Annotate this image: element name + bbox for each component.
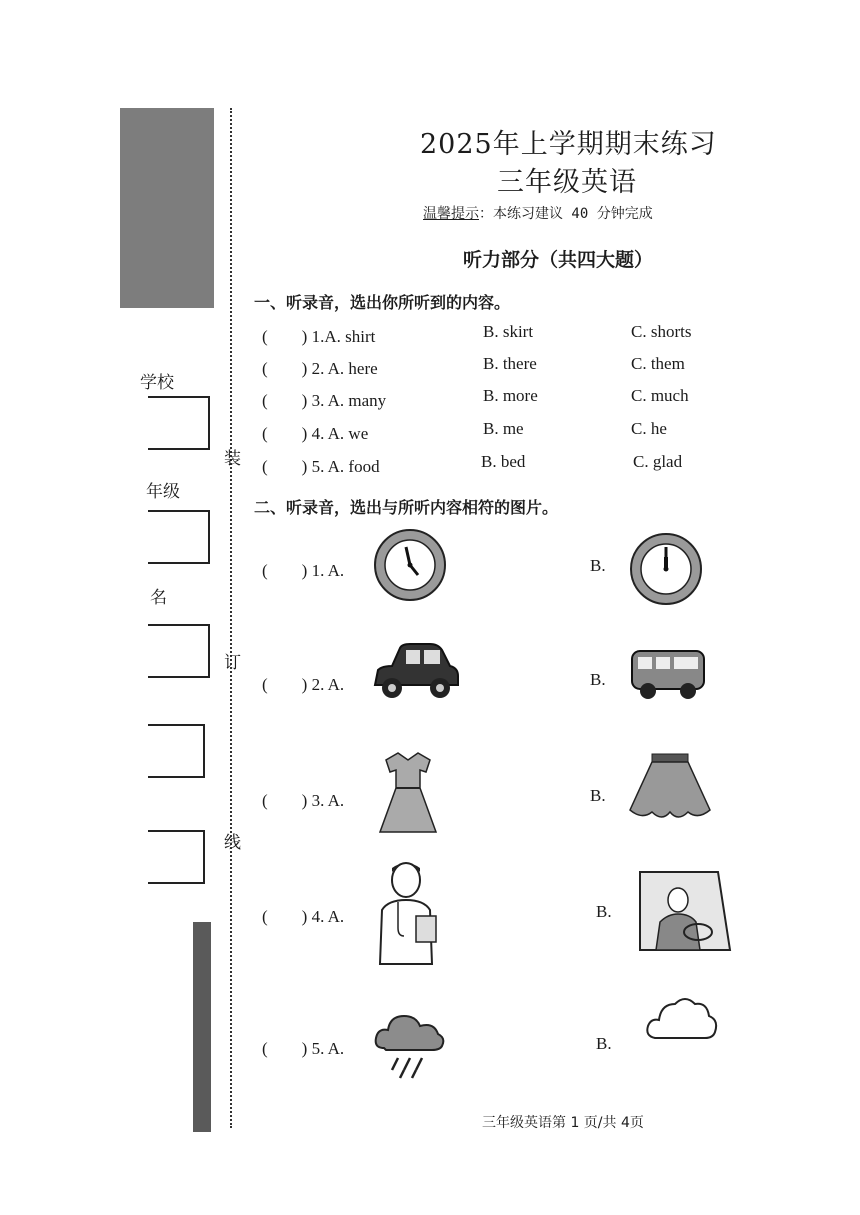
s2-q4-option-b: B.: [596, 902, 612, 921]
s1-q5: ( ) 5. A. food: [262, 457, 380, 476]
s1-q3: ( ) 3. A. many: [262, 391, 387, 410]
s2-q1-option-b: B.: [590, 556, 606, 575]
school-label: 学校: [140, 373, 174, 393]
binding-char-xian: 线: [224, 833, 241, 853]
section-1-title: 一、听录音，选出你所听到的内容。: [254, 293, 511, 312]
tip-text: ：本练习建议 40 分钟完成: [479, 206, 653, 222]
cloud-icon: [645, 990, 720, 1046]
s2-q4: ( ) 4. A.: [262, 907, 345, 926]
s1-q2: ( ) 2. A. here: [262, 359, 378, 378]
name-field[interactable]: [148, 624, 210, 678]
s1-q3-option-c: C. much: [631, 386, 689, 405]
dress-icon: [378, 750, 438, 835]
s1-q4-option-b: B. me: [483, 419, 524, 438]
grade-field[interactable]: [148, 510, 210, 564]
school-field[interactable]: [148, 396, 210, 450]
s2-q2-option-b: B.: [590, 670, 606, 689]
s1-q2-option-b: B. there: [483, 354, 537, 373]
rain-icon: [372, 1008, 448, 1084]
number-field[interactable]: [148, 830, 205, 884]
binding-char-zhuang: 装: [224, 449, 241, 469]
s1-q3-option-b: B. more: [483, 386, 538, 405]
clock-b-icon: [628, 531, 704, 607]
page-subtitle: 三年级英语: [497, 167, 637, 198]
s2-q2: ( ) 2. A.: [262, 675, 345, 694]
binding-dotted-line: [230, 108, 232, 1128]
binding-gray-strip: [193, 922, 211, 1132]
skirt-icon: [628, 750, 712, 822]
bus-icon: [628, 645, 708, 703]
s2-q3-option-b: B.: [590, 786, 606, 805]
s1-q1: ( ) 1.A. shirt: [262, 327, 376, 346]
binding-char-ding: 订: [224, 653, 241, 673]
s1-q5-option-b: B. bed: [481, 452, 526, 471]
clock-a-icon: [372, 527, 448, 603]
tip: [423, 203, 653, 223]
s1-q5-option-c: C. glad: [633, 452, 683, 471]
s2-q5: ( ) 5. A.: [262, 1039, 345, 1058]
page-title: 2025年上学期期末练习: [420, 129, 717, 160]
driver-icon: [638, 868, 732, 952]
s1-q1-option-b: B. skirt: [483, 322, 534, 341]
binding-gray-block: [120, 108, 214, 308]
class-field[interactable]: [148, 724, 205, 778]
s2-q1: ( ) 1. A.: [262, 561, 345, 580]
part-title: 听力部分（共四大题）: [463, 249, 654, 271]
car-icon: [370, 640, 460, 705]
section-2-title: 二、听录音，选出与所听内容相符的图片。: [254, 498, 559, 517]
s1-q2-option-c: C. them: [631, 354, 685, 373]
s2-q3: ( ) 3. A.: [262, 791, 345, 810]
s1-q4-option-c: C. he: [631, 419, 667, 438]
s2-q5-option-b: B.: [596, 1034, 612, 1053]
page-footer: 三年级英语第 1 页/共 4页: [482, 1115, 644, 1131]
doctor-icon: [374, 858, 444, 966]
tip-label: 温馨提示: [423, 206, 479, 222]
grade-label: 年级: [146, 482, 180, 502]
s1-q1-option-c: C. shorts: [631, 322, 692, 341]
s1-q4: ( ) 4. A. we: [262, 424, 369, 443]
name-label: 名: [150, 588, 167, 608]
